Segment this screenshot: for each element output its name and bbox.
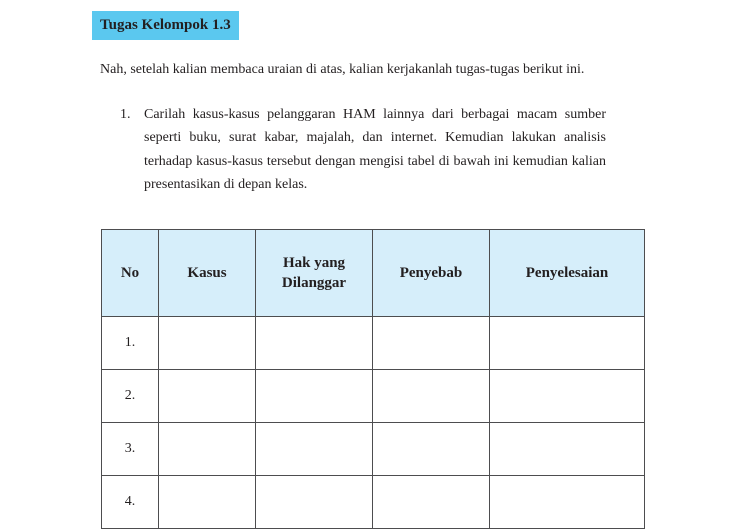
cell-hak: [256, 317, 373, 370]
header-kasus: Kasus: [159, 230, 256, 317]
header-hak-line-1: Hak yang: [282, 255, 346, 271]
row-number: 3.: [102, 423, 159, 476]
cell-penyebab: [373, 423, 490, 476]
cell-kasus: [159, 423, 256, 476]
row-number: 2.: [102, 370, 159, 423]
task-text: Carilah kasus-kasus pelanggaran HAM lainnya dari berbagai macam sumber seperti buku, surat kabar, majalah, dan internet. Kemudian lakukan analisis terhadap kasus-kasus tersebut dengan mengisi tabel di bawah ini kemudian kalian presentasikan di depan kelas.: [144, 107, 606, 192]
table-header-row: [102, 230, 645, 317]
header-hak-dilanggar: [256, 230, 373, 317]
cell-hak: [256, 370, 373, 423]
cell-kasus: [159, 370, 256, 423]
cell-penyelesaian: [490, 476, 645, 529]
cell-kasus: [159, 317, 256, 370]
task-item-1: [120, 103, 606, 196]
header-hak-line-2: Dilanggar: [281, 275, 347, 291]
cell-penyebab: [373, 317, 490, 370]
row-number: 1.: [102, 317, 159, 370]
cell-penyelesaian: [490, 423, 645, 476]
task-number: 1.: [120, 107, 131, 122]
cell-hak: [256, 423, 373, 476]
cell-penyebab: [373, 370, 490, 423]
table-row: [102, 370, 645, 423]
header-penyebab: Penyebab: [373, 230, 490, 317]
row-number: 4.: [102, 476, 159, 529]
header-penyelesaian: Penyelesaian: [490, 230, 645, 317]
cell-penyelesaian: [490, 370, 645, 423]
header-no: No: [102, 230, 159, 317]
intro-paragraph: Nah, setelah kalian membaca uraian di atas, kalian kerjakanlah tugas-tugas berikut ini.: [100, 62, 585, 77]
table-row: [102, 476, 645, 529]
cell-kasus: [159, 476, 256, 529]
analysis-table: [101, 229, 645, 529]
cell-penyelesaian: [490, 317, 645, 370]
cell-hak: [256, 476, 373, 529]
cell-penyebab: [373, 476, 490, 529]
table-row: [102, 423, 645, 476]
table-row: [102, 317, 645, 370]
section-badge: Tugas Kelompok 1.3: [92, 11, 239, 40]
